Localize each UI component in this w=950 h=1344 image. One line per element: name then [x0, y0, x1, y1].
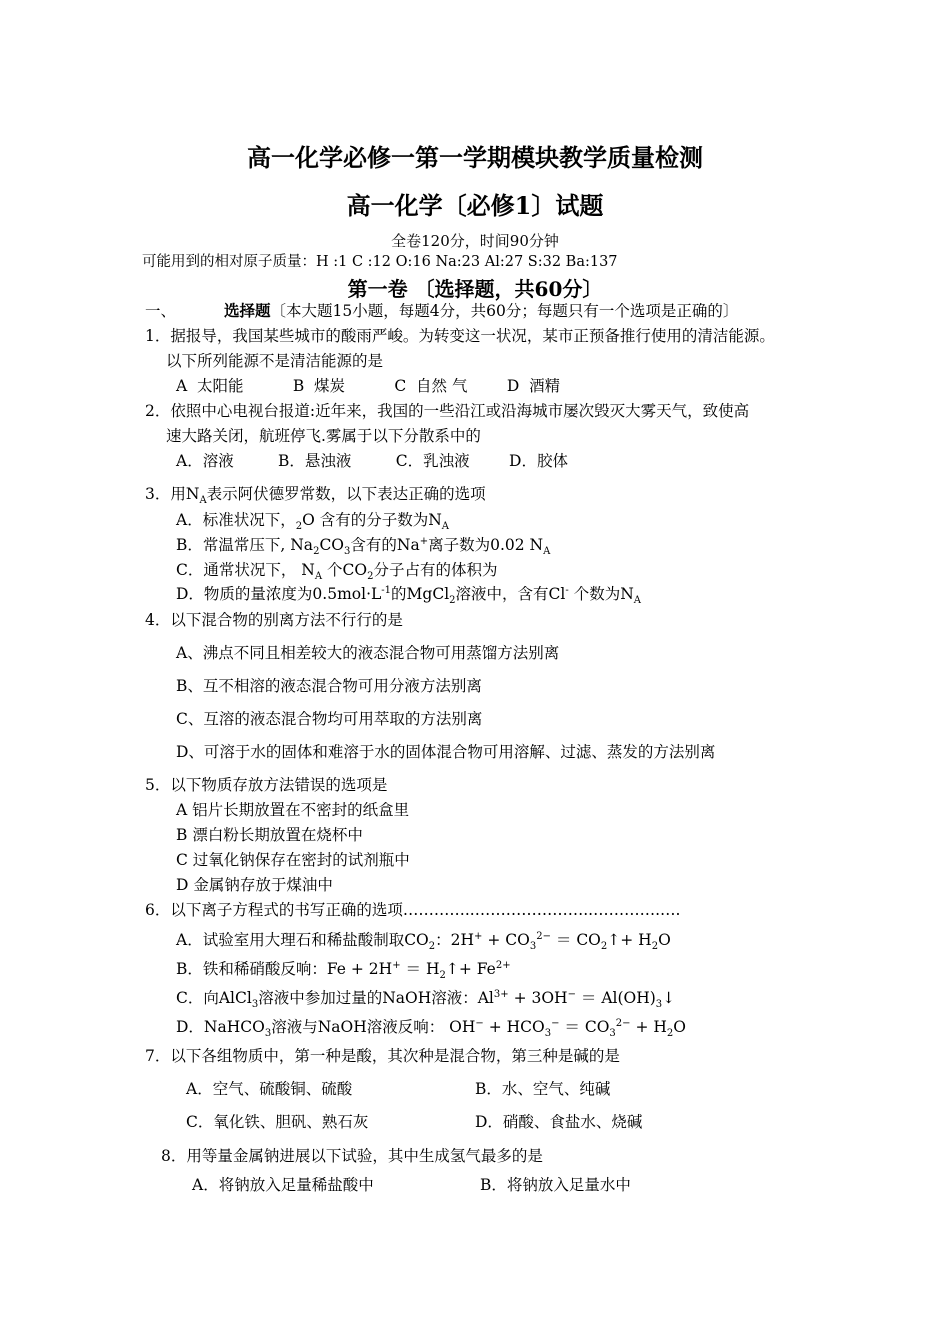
question-2-options: A．溶液 B．悬浊液 C．乳浊液 D．胶体 [176, 452, 568, 470]
question-7-option-c: C．氧化铁、胆矾、熟石灰 [186, 1113, 369, 1131]
section-type: 选择题 [224, 301, 271, 320]
question-8-option-a: A．将钠放入足量稀盐酸中 [192, 1176, 374, 1194]
question-7-stem: 7．以下各组物质中，第一种是酸，其次种是混合物，第三种是碱的是 [145, 1047, 620, 1065]
exam-subtitle: 高一化学〔必修1〕试题 [346, 191, 604, 220]
question-4-option-b: B、互不相溶的液态混合物可用分液方法别离 [176, 677, 482, 695]
exam-main-title: 高一化学必修一第一学期模块教学质量检测 [247, 143, 703, 172]
question-4-stem: 4．以下混合物的别离方法不行行的是 [145, 611, 403, 629]
question-5-option-d: D 金属钠存放于煤油中 [176, 876, 333, 894]
question-6-option-a: A．试验室用大理石和稀盐酸制取$CO_2$：$2H^+ + CO_3^{2-}$ ＝ $CO_2↑+ H_2O$ [176, 930, 671, 953]
question-8-option-b: B．将钠放入足量水中 [480, 1176, 631, 1194]
question-2-stem-cont: 速大路关闭，航班停飞.雾属于以下分散系中的 [166, 427, 481, 445]
question-5-option-b: B 漂白粉长期放置在烧杯中 [176, 826, 363, 844]
exam-info: 全卷120分，时间90分钟 [391, 232, 559, 250]
section-instructions [145, 301, 738, 321]
question-3-option-d: D．物质的量浓度为$0.5mol\cdot L^{-1}$的MgCl$_2$溶液中，含有Cl- 个数为$N_A$ [176, 584, 641, 607]
question-7-option-b: B．水、空气、纯碱 [475, 1080, 611, 1098]
atomic-masses: 可能用到的相对原子质量：H :1 C :12 O:16 Na:23 Al:27 S:32 Ba:137 [142, 254, 618, 270]
section-rule: 〔本大题15小题，每题4分，共60分；每题只有一个选项是正确的〕 [270, 302, 739, 320]
question-2-stem: 2．依照中心电视台报道:近年来，我国的一些沿江或沿海城市屡次毁灭大雾天气，致使高 [145, 402, 750, 420]
question-8-stem: 8．用等量金属钠进展以下试验，其中生成氢气最多的是 [161, 1147, 543, 1165]
question-1-options: A 太阳能 B 煤炭 C 自然 气 D 酒精 [176, 377, 561, 395]
question-3-option-c: C．通常状况下， $N_A$ 个$CO_2$分子占有的体积为 [176, 561, 498, 583]
question-6-option-c: C．向AlCl$_3$溶液中参加过量的NaOH溶液：$Al^{3+} + 3OH^-$ ＝ $Al(OH)_3↓$ [176, 988, 676, 1011]
question-6-stem: 6．以下离子方程式的书写正确的选项…………..…………………..………….…. [145, 901, 681, 919]
question-7-option-a: A．空气、硫酸铜、硫酸 [186, 1080, 353, 1098]
question-4-option-c: C、互溶的液态混合物均可用萃取的方法别离 [176, 710, 483, 728]
question-3-option-b: B．常温常压下, $Na_2CO_3$含有的Na+离子数为0.02 $N_A$ [176, 535, 551, 558]
question-3-stem: 3．用$N_A$表示阿伏德罗常数，以下表达正确的选项 [145, 485, 486, 507]
question-7-option-d: D．硝酸、食盐水、烧碱 [475, 1113, 643, 1131]
question-6-option-d: D．NaHCO$_3$溶液与NaOH溶液反响： $OH^- + HCO_3^- = CO_3^{2-} + H_2O$ [176, 1017, 686, 1040]
question-3-option-a: A．标准状况下，$_2$O 含有的分子数为$N_A$ [176, 511, 450, 533]
question-5-stem: 5．以下物质存放方法错误的选项是 [145, 776, 388, 794]
question-5-option-c: C 过氧化钠保存在密封的试剂瓶中 [176, 851, 410, 869]
question-1-stem-cont: 以下所列能源不是清洁能源的是 [166, 352, 384, 370]
question-4-option-a: A、沸点不同且相差较大的液态混合物可用蒸馏方法别离 [176, 644, 560, 662]
question-6-option-b: B．铁和稀硝酸反响：$Fe + 2H^+ = H_2↑+ Fe^{2+}$ [176, 959, 511, 982]
section-number: 一、 [145, 302, 177, 320]
question-4-option-d: D、可溶于水的固体和难溶于水的固体混合物可用溶解、过滤、蒸发的方法别离 [176, 743, 716, 761]
section-title: 第一卷 〔选择题，共60分〕 [347, 277, 603, 301]
question-5-option-a: A 铝片长期放置在不密封的纸盒里 [176, 801, 410, 819]
question-1-stem: 1．据报导，我国某些城市的酸雨严峻。为转变这一状况，某市正预备推行使用的清洁能源。 [145, 327, 775, 345]
